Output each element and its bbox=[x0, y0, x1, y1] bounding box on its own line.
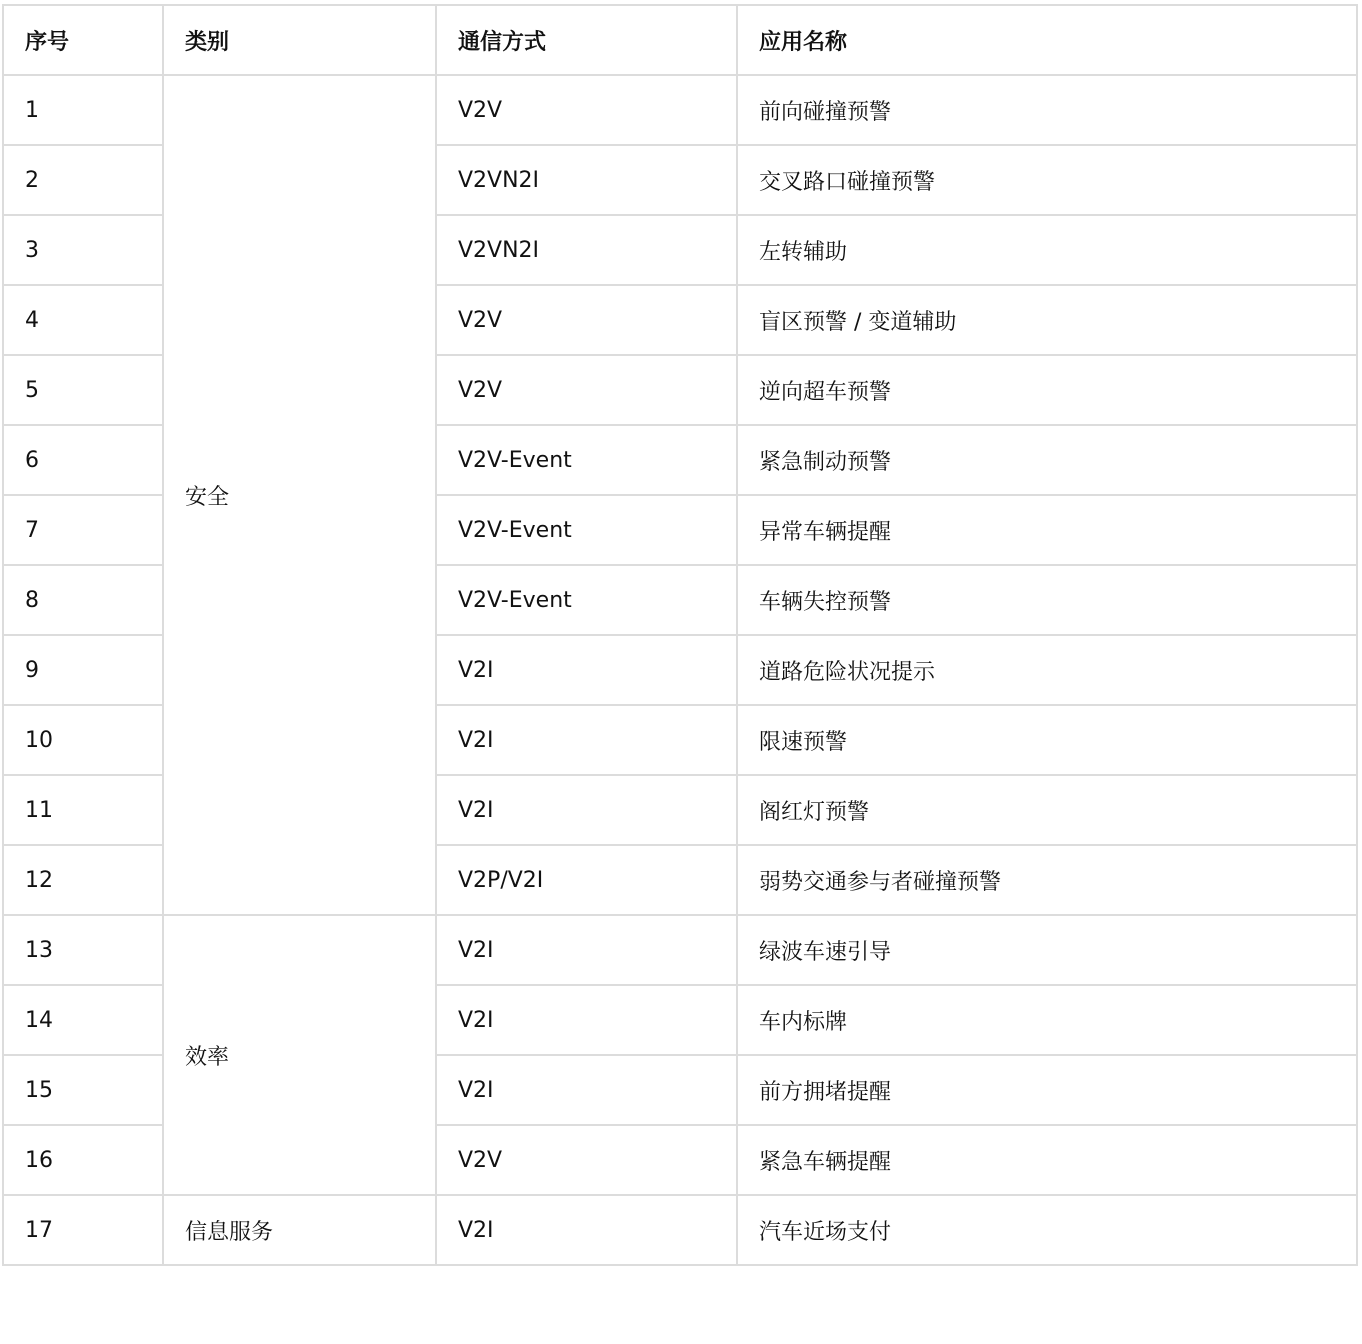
category-cell-efficiency: 效率 bbox=[163, 915, 436, 1195]
serial-number-cell: 9 bbox=[3, 635, 163, 705]
serial-number-cell: 10 bbox=[3, 705, 163, 775]
communication-mode-cell: V2I bbox=[436, 1195, 737, 1265]
application-name-cell: 阁红灯预警 bbox=[737, 775, 1357, 845]
communication-mode-cell: V2V-Event bbox=[436, 495, 737, 565]
serial-number-cell: 13 bbox=[3, 915, 163, 985]
communication-mode-cell: V2I bbox=[436, 775, 737, 845]
application-name-cell: 车辆失控预警 bbox=[737, 565, 1357, 635]
communication-mode-cell: V2I bbox=[436, 915, 737, 985]
serial-number-cell: 7 bbox=[3, 495, 163, 565]
serial-number-cell: 14 bbox=[3, 985, 163, 1055]
application-name-cell: 逆向超车预警 bbox=[737, 355, 1357, 425]
application-name-cell: 车内标牌 bbox=[737, 985, 1357, 1055]
header-serial-number: 序号 bbox=[3, 5, 163, 75]
table-header bbox=[3, 5, 1357, 75]
communication-mode-cell: V2I bbox=[436, 635, 737, 705]
category-cell-safety: 安全 bbox=[163, 75, 436, 915]
communication-mode-cell: V2V bbox=[436, 1125, 737, 1195]
header-row bbox=[3, 5, 1357, 75]
serial-number-cell: 3 bbox=[3, 215, 163, 285]
application-name-cell: 弱势交通参与者碰撞预警 bbox=[737, 845, 1357, 915]
communication-mode-cell: V2I bbox=[436, 985, 737, 1055]
table-row bbox=[3, 1195, 1357, 1265]
table-row bbox=[3, 75, 1357, 145]
communication-mode-cell: V2V-Event bbox=[436, 425, 737, 495]
application-name-cell: 异常车辆提醒 bbox=[737, 495, 1357, 565]
communication-mode-cell: V2VN2I bbox=[436, 145, 737, 215]
communication-mode-cell: V2I bbox=[436, 705, 737, 775]
communication-mode-cell: V2V bbox=[436, 75, 737, 145]
v2x-application-table bbox=[2, 4, 1358, 1266]
serial-number-cell: 8 bbox=[3, 565, 163, 635]
serial-number-cell: 5 bbox=[3, 355, 163, 425]
serial-number-cell: 11 bbox=[3, 775, 163, 845]
communication-mode-cell: V2V bbox=[436, 355, 737, 425]
application-name-cell: 交叉路口碰撞预警 bbox=[737, 145, 1357, 215]
application-name-cell: 道路危险状况提示 bbox=[737, 635, 1357, 705]
application-name-cell: 盲区预警 / 变道辅助 bbox=[737, 285, 1357, 355]
communication-mode-cell: V2V bbox=[436, 285, 737, 355]
application-name-cell: 汽车近场支付 bbox=[737, 1195, 1357, 1265]
serial-number-cell: 2 bbox=[3, 145, 163, 215]
serial-number-cell: 17 bbox=[3, 1195, 163, 1265]
serial-number-cell: 15 bbox=[3, 1055, 163, 1125]
application-name-cell: 紧急车辆提醒 bbox=[737, 1125, 1357, 1195]
application-name-cell: 前方拥堵提醒 bbox=[737, 1055, 1357, 1125]
table-body bbox=[3, 75, 1357, 1265]
application-name-cell: 左转辅助 bbox=[737, 215, 1357, 285]
application-name-cell: 紧急制动预警 bbox=[737, 425, 1357, 495]
communication-mode-cell: V2I bbox=[436, 1055, 737, 1125]
application-name-cell: 前向碰撞预警 bbox=[737, 75, 1357, 145]
serial-number-cell: 12 bbox=[3, 845, 163, 915]
header-category: 类别 bbox=[163, 5, 436, 75]
serial-number-cell: 4 bbox=[3, 285, 163, 355]
serial-number-cell: 6 bbox=[3, 425, 163, 495]
communication-mode-cell: V2VN2I bbox=[436, 215, 737, 285]
serial-number-cell: 16 bbox=[3, 1125, 163, 1195]
table-row bbox=[3, 915, 1357, 985]
communication-mode-cell: V2P/V2I bbox=[436, 845, 737, 915]
application-name-cell: 限速预警 bbox=[737, 705, 1357, 775]
header-application-name: 应用名称 bbox=[737, 5, 1357, 75]
application-name-cell: 绿波车速引导 bbox=[737, 915, 1357, 985]
serial-number-cell: 1 bbox=[3, 75, 163, 145]
category-cell-information-service: 信息服务 bbox=[163, 1195, 436, 1265]
header-communication-mode: 通信方式 bbox=[436, 5, 737, 75]
communication-mode-cell: V2V-Event bbox=[436, 565, 737, 635]
